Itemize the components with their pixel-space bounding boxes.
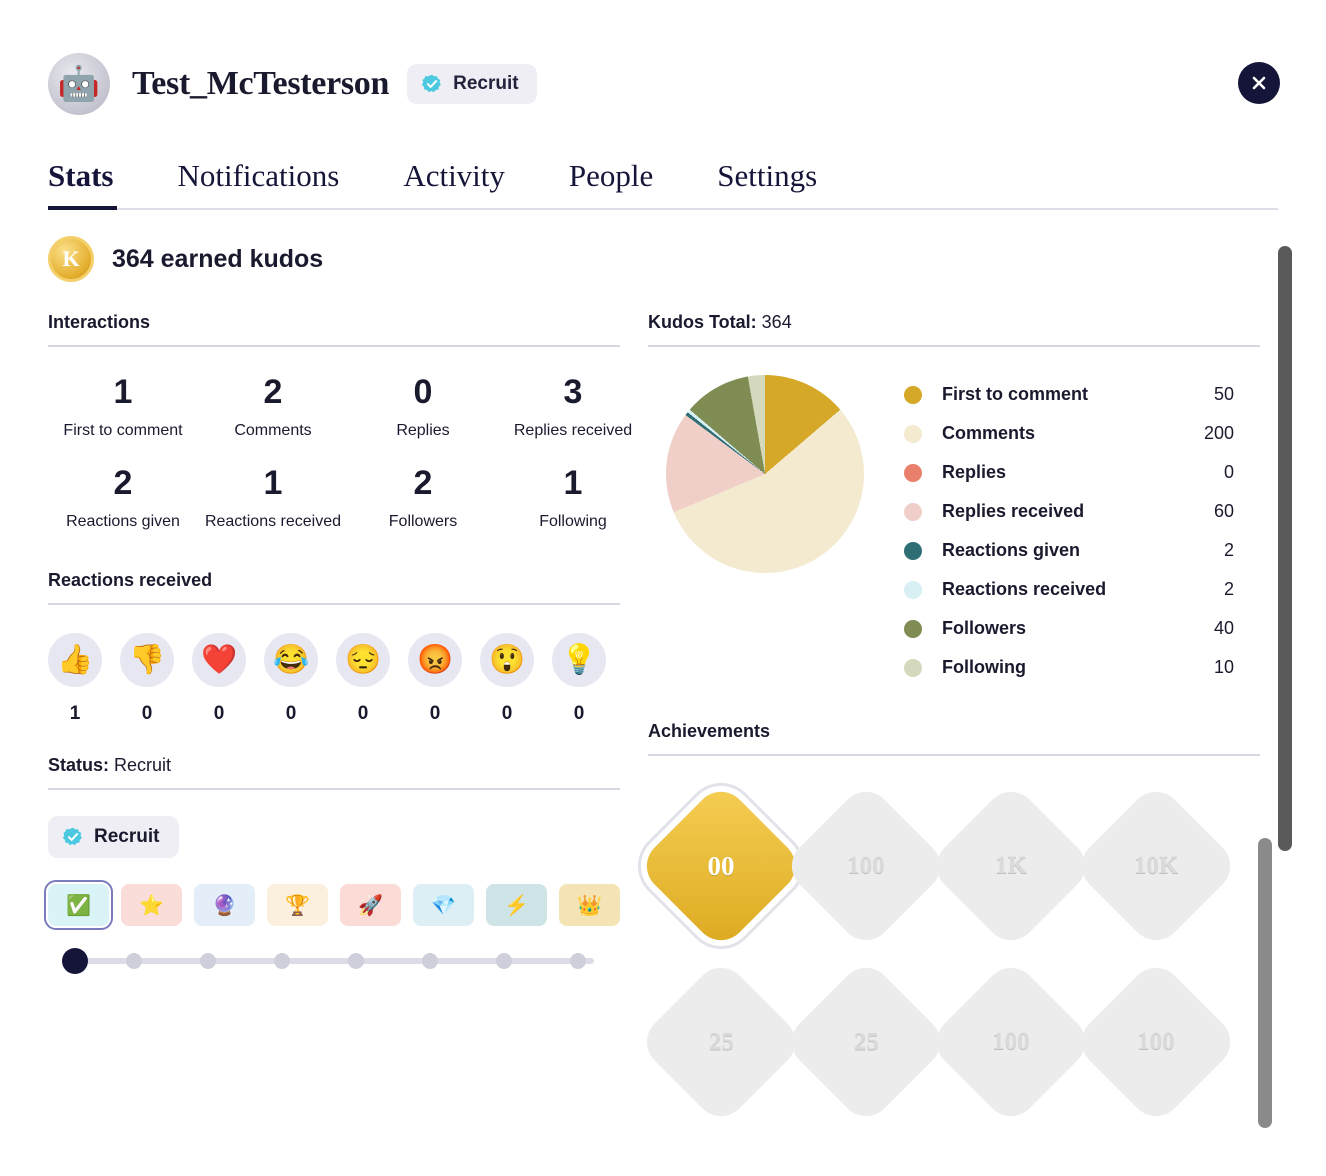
legend-row	[904, 531, 1234, 570]
achievement-label: 100	[846, 852, 885, 879]
status-label: Status:	[48, 755, 110, 776]
reaction-count: 1	[69, 703, 81, 725]
verified-badge-icon: ✅	[66, 894, 91, 917]
reaction-idea[interactable]	[552, 633, 606, 725]
legend-label: First to comment	[942, 384, 1089, 404]
verified-icon	[421, 73, 443, 95]
slider-step[interactable]	[422, 953, 438, 969]
achievement-label: 100	[1136, 1028, 1175, 1055]
stat-value: 2	[263, 373, 283, 411]
pie-graphic	[666, 375, 864, 573]
stat-label: Following	[539, 512, 607, 530]
kudos-pie-chart	[648, 375, 1260, 687]
reactions-row	[48, 633, 620, 725]
rank-label: Recruit	[453, 73, 519, 94]
rocket-badge-icon: 🚀	[358, 894, 383, 917]
legend-color-swatch	[904, 542, 922, 560]
achievement-100-followers[interactable]	[938, 958, 1083, 1126]
angry-icon: 😡	[408, 633, 462, 687]
reaction-heart[interactable]	[192, 633, 246, 725]
avatar-glyph: 🤖	[57, 65, 101, 103]
legend-row	[904, 570, 1234, 609]
reaction-surprised[interactable]	[480, 633, 534, 725]
legend-color-swatch	[904, 425, 922, 443]
badge-option-orb[interactable]	[194, 884, 255, 926]
idea-icon: 💡	[552, 633, 606, 687]
achievement-100-following[interactable]	[1083, 958, 1228, 1126]
legend-color-swatch	[904, 386, 922, 404]
trophy-badge-icon: 🏆	[285, 894, 310, 917]
legend-color-swatch	[904, 620, 922, 638]
reaction-sad[interactable]	[336, 633, 390, 725]
badge-option-lightning[interactable]	[486, 884, 547, 926]
orb-badge-icon: 🔮	[212, 894, 237, 917]
legend-row	[904, 609, 1234, 648]
page-scrollbar[interactable]	[1278, 246, 1292, 1156]
interactions-grid	[48, 373, 648, 548]
stat-label: Reactions given	[66, 512, 180, 530]
badge-option-diamond[interactable]	[413, 884, 474, 926]
stat-reactions-received	[198, 464, 348, 549]
legend-value: 200	[1203, 423, 1234, 443]
kudos-headline	[48, 236, 1326, 282]
achievement-medal-icon	[636, 957, 806, 1127]
page-scrollbar-thumb[interactable]	[1278, 246, 1292, 851]
legend-value: 2	[1223, 579, 1234, 599]
achievement-label: 100	[991, 1028, 1030, 1055]
stat-label: Replies	[396, 422, 450, 440]
stat-label: Replies received	[513, 422, 633, 440]
legend-row	[904, 375, 1234, 414]
tab-people[interactable]: People	[569, 158, 687, 208]
achievement-label: 25	[853, 1028, 878, 1055]
achievement-medal-icon	[1071, 781, 1241, 951]
kudos-total-value: 364	[761, 312, 792, 332]
rank-badge	[407, 64, 536, 104]
kudos-earned-label: 364 earned kudos	[112, 244, 324, 273]
star-badge-icon: ⭐	[139, 894, 164, 917]
achievements-scrollbar[interactable]	[1258, 838, 1272, 1156]
slider-step[interactable]	[126, 953, 142, 969]
achievements-grid	[648, 782, 1228, 1126]
right-column	[620, 300, 1260, 1126]
stat-value: 0	[413, 373, 433, 411]
stat-label: First to comment	[63, 422, 183, 440]
tab-settings[interactable]: Settings	[717, 158, 851, 208]
achievement-label: 25	[708, 1028, 733, 1055]
stat-first-to-comment	[48, 373, 198, 458]
heart-icon: ❤️	[192, 633, 246, 687]
slider-step[interactable]	[274, 953, 290, 969]
stat-value: 2	[413, 463, 433, 502]
badge-picker	[48, 884, 620, 926]
kudos-total-label: Kudos Total:	[648, 312, 757, 332]
kudos-total-line	[648, 312, 1260, 333]
reaction-thumbs-up[interactable]	[48, 633, 102, 725]
status-badge	[48, 816, 179, 858]
tab-activity[interactable]: Activity	[403, 158, 539, 208]
status-pill-label: Recruit	[94, 826, 160, 848]
achievements-title: Achievements	[648, 721, 771, 741]
reaction-count: 0	[501, 703, 513, 725]
stat-value: 1	[113, 373, 133, 411]
legend-label: Comments	[942, 423, 1036, 443]
legend-value: 0	[1223, 462, 1234, 482]
status-line	[48, 755, 620, 776]
sad-icon: 😔	[336, 633, 390, 687]
reaction-thumbs-down[interactable]	[120, 633, 174, 725]
verified-icon	[62, 826, 84, 848]
legend-label: Replies received	[942, 501, 1085, 521]
thumbs-up-icon: 👍	[48, 633, 102, 687]
legend-value: 2	[1223, 540, 1234, 560]
left-column	[0, 300, 633, 1126]
reaction-laughing[interactable]	[264, 633, 318, 725]
reaction-angry[interactable]	[408, 633, 462, 725]
profile-header	[0, 0, 1326, 128]
achievement-label: 00	[707, 850, 734, 881]
divider	[648, 754, 1260, 756]
crown-badge-icon: 👑	[577, 894, 602, 917]
legend-color-swatch	[904, 581, 922, 599]
surprised-icon: 😲	[480, 633, 534, 687]
slider-handle[interactable]	[62, 948, 88, 974]
tab-stats[interactable]: Stats	[48, 158, 147, 208]
achievement-1k-comments[interactable]	[938, 782, 1083, 950]
divider	[648, 345, 1260, 347]
divider	[48, 345, 620, 347]
reaction-count: 0	[573, 703, 585, 725]
legend-row	[904, 453, 1234, 492]
lightning-badge-icon: ⚡	[504, 894, 529, 917]
stat-comments	[198, 373, 348, 458]
laughing-icon: 😂	[264, 633, 318, 687]
slider-step[interactable]	[570, 953, 586, 969]
legend-label: Followers	[942, 618, 1027, 638]
kudos-coin-icon	[48, 236, 94, 282]
stat-value: 1	[563, 463, 583, 502]
achievement-100-comments[interactable]	[793, 782, 938, 950]
avatar[interactable]	[48, 53, 110, 115]
achievement-25-followers[interactable]	[648, 958, 793, 1126]
legend-value: 60	[1213, 501, 1234, 521]
stat-replies	[348, 373, 498, 458]
reaction-count: 0	[357, 703, 369, 725]
legend-value: 40	[1213, 618, 1234, 638]
legend-row	[904, 648, 1234, 687]
legend-row	[904, 492, 1234, 531]
stat-reactions-given	[48, 464, 198, 549]
stat-followers	[348, 464, 498, 549]
diamond-badge-icon: 💎	[431, 894, 456, 917]
legend-color-swatch	[904, 464, 922, 482]
achievement-medal-icon	[636, 781, 806, 951]
close-button[interactable]	[1238, 62, 1280, 104]
slider-step[interactable]	[348, 953, 364, 969]
achievement-medal-icon	[926, 957, 1096, 1127]
legend-value: 50	[1213, 384, 1234, 404]
stat-value: 1	[263, 463, 283, 502]
legend-label: Reactions received	[942, 579, 1107, 599]
divider	[48, 603, 620, 605]
legend-color-swatch	[904, 503, 922, 521]
divider	[48, 788, 620, 790]
stat-value: 3	[563, 373, 583, 411]
reaction-count: 0	[285, 703, 297, 725]
stat-value: 2	[113, 463, 133, 502]
legend-color-swatch	[904, 659, 922, 677]
tab-bar	[48, 146, 1278, 210]
legend-value: 10	[1213, 657, 1234, 677]
achievement-label: 10K	[1133, 851, 1178, 879]
slider-step[interactable]	[496, 953, 512, 969]
achievements-scrollbar-thumb[interactable]	[1258, 838, 1272, 1128]
achievement-medal-icon	[926, 781, 1096, 951]
legend-row	[904, 414, 1234, 453]
interactions-title: Interactions	[48, 312, 151, 332]
pie-legend	[904, 375, 1234, 687]
status-value: Recruit	[114, 755, 172, 776]
badge-option-crown[interactable]	[559, 884, 620, 926]
achievement-10k-comments[interactable]	[1083, 782, 1228, 950]
badge-option-star[interactable]	[121, 884, 182, 926]
badge-option-rocket[interactable]	[340, 884, 401, 926]
legend-label: Reactions given	[942, 540, 1081, 560]
reaction-count: 0	[141, 703, 153, 725]
achievement-medal-icon	[781, 781, 951, 951]
thumbs-down-icon: 👎	[120, 633, 174, 687]
kudos-coin-glyph: K	[62, 246, 80, 271]
badge-option-verified[interactable]	[48, 884, 109, 926]
tab-notifications[interactable]: Notifications	[177, 158, 373, 208]
reactions-received-title: Reactions received	[48, 570, 213, 591]
achievement-medal-icon	[781, 957, 951, 1127]
slider-step[interactable]	[200, 953, 216, 969]
stat-label: Comments	[234, 422, 312, 440]
stat-label: Reactions received	[204, 512, 342, 530]
rank-slider[interactable]	[48, 948, 608, 974]
reaction-count: 0	[213, 703, 225, 725]
achievement-label: 1K	[994, 851, 1027, 879]
page-title: Test_McTesterson	[132, 65, 390, 102]
legend-label: Following	[942, 657, 1026, 677]
achievement-medal-icon	[1071, 957, 1241, 1127]
achievement-first-kudos[interactable]	[648, 782, 793, 950]
reaction-count: 0	[429, 703, 441, 725]
achievement-25-following[interactable]	[793, 958, 938, 1126]
stat-label: Followers	[388, 512, 458, 530]
legend-label: Replies	[942, 462, 1007, 482]
badge-option-trophy[interactable]	[267, 884, 328, 926]
